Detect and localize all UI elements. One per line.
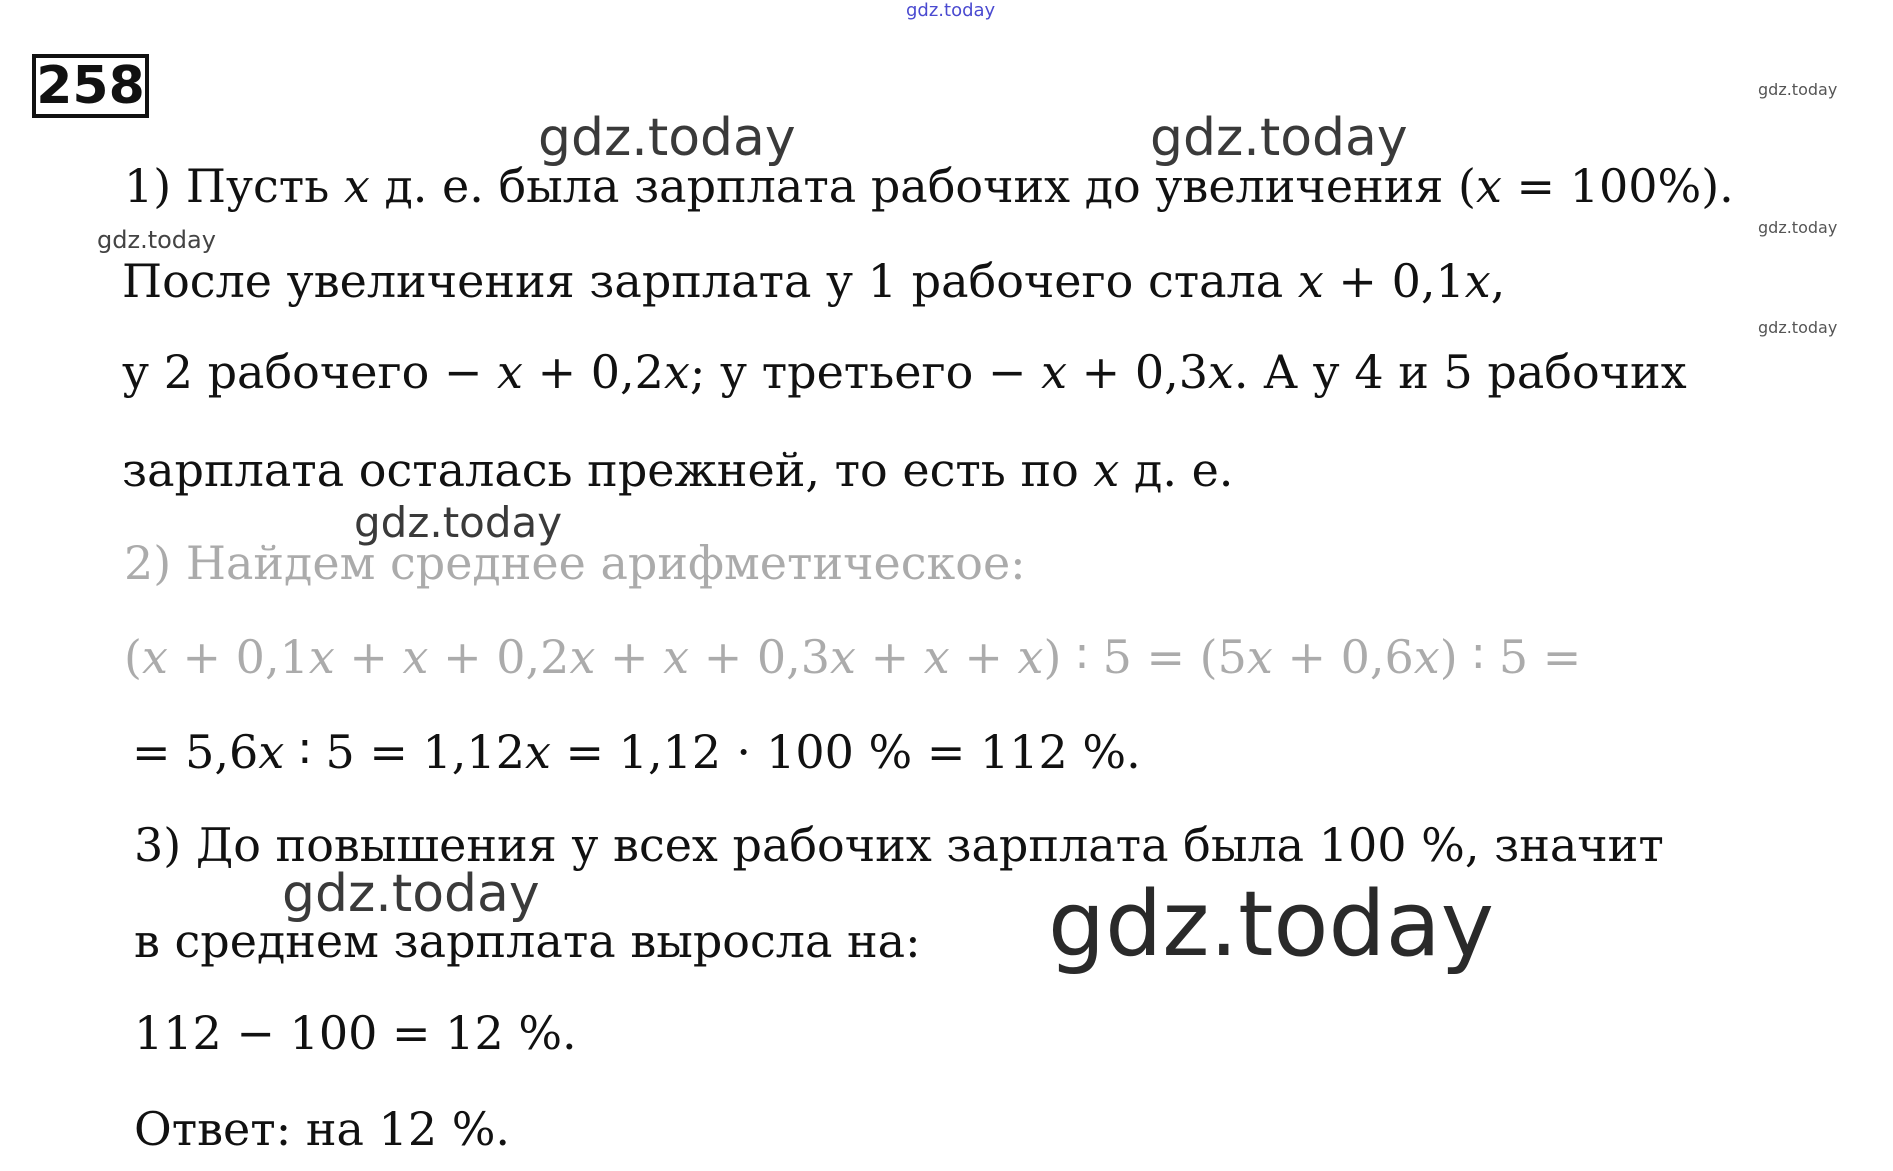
watermark: gdz.today [538, 108, 796, 168]
watermark: gdz.today [282, 864, 540, 924]
answer-line: Ответ: на 12 %. [134, 1102, 511, 1156]
solution-line: 112 − 100 = 12 %. [134, 1006, 577, 1060]
solution-line: 2) Найдем среднее арифметическое: [124, 536, 1026, 590]
watermark: gdz.today [1758, 80, 1838, 99]
solution-line: в среднем зарплата выросла на: [134, 914, 921, 968]
watermark: gdz.today [354, 498, 563, 547]
watermark-top: gdz.today [906, 0, 996, 21]
solution-line: у 2 рабочего − 𝑥 + 0,2𝑥; у третьего − 𝑥 + 0,3𝑥. А у 4 и 5 рабочих [122, 345, 1687, 399]
solution-line: = 5,6𝑥 ∶ 5 = 1,12𝑥 = 1,12 ⋅ 100 % = 112 %. [132, 725, 1141, 779]
watermark: gdz.today [1150, 108, 1408, 168]
solution-line: (𝑥 + 0,1𝑥 + 𝑥 + 0,2𝑥 + 𝑥 + 0,3𝑥 + 𝑥 + 𝑥) ∶ 5 = (5𝑥 + 0,6𝑥) ∶ 5 = [124, 630, 1582, 684]
solution-line: 1) Пусть 𝑥 д. е. была зарплата рабочих до увеличения (𝑥 = 100%). [124, 159, 1734, 213]
watermark: gdz.today [1758, 318, 1838, 337]
solution-line: После увеличения зарплата у 1 рабочего стала 𝑥 + 0,1𝑥, [122, 254, 1506, 308]
watermark: gdz.today [1048, 872, 1495, 977]
solution-line: 3) До повышения у всех рабочих зарплата была 100 %, значит [134, 818, 1664, 872]
watermark: gdz.today [1758, 218, 1838, 237]
watermark: gdz.today [97, 226, 216, 254]
solution-line: зарплата осталась прежней, то есть по 𝑥 д. е. [122, 443, 1234, 497]
problem-number: 258 [32, 54, 149, 118]
